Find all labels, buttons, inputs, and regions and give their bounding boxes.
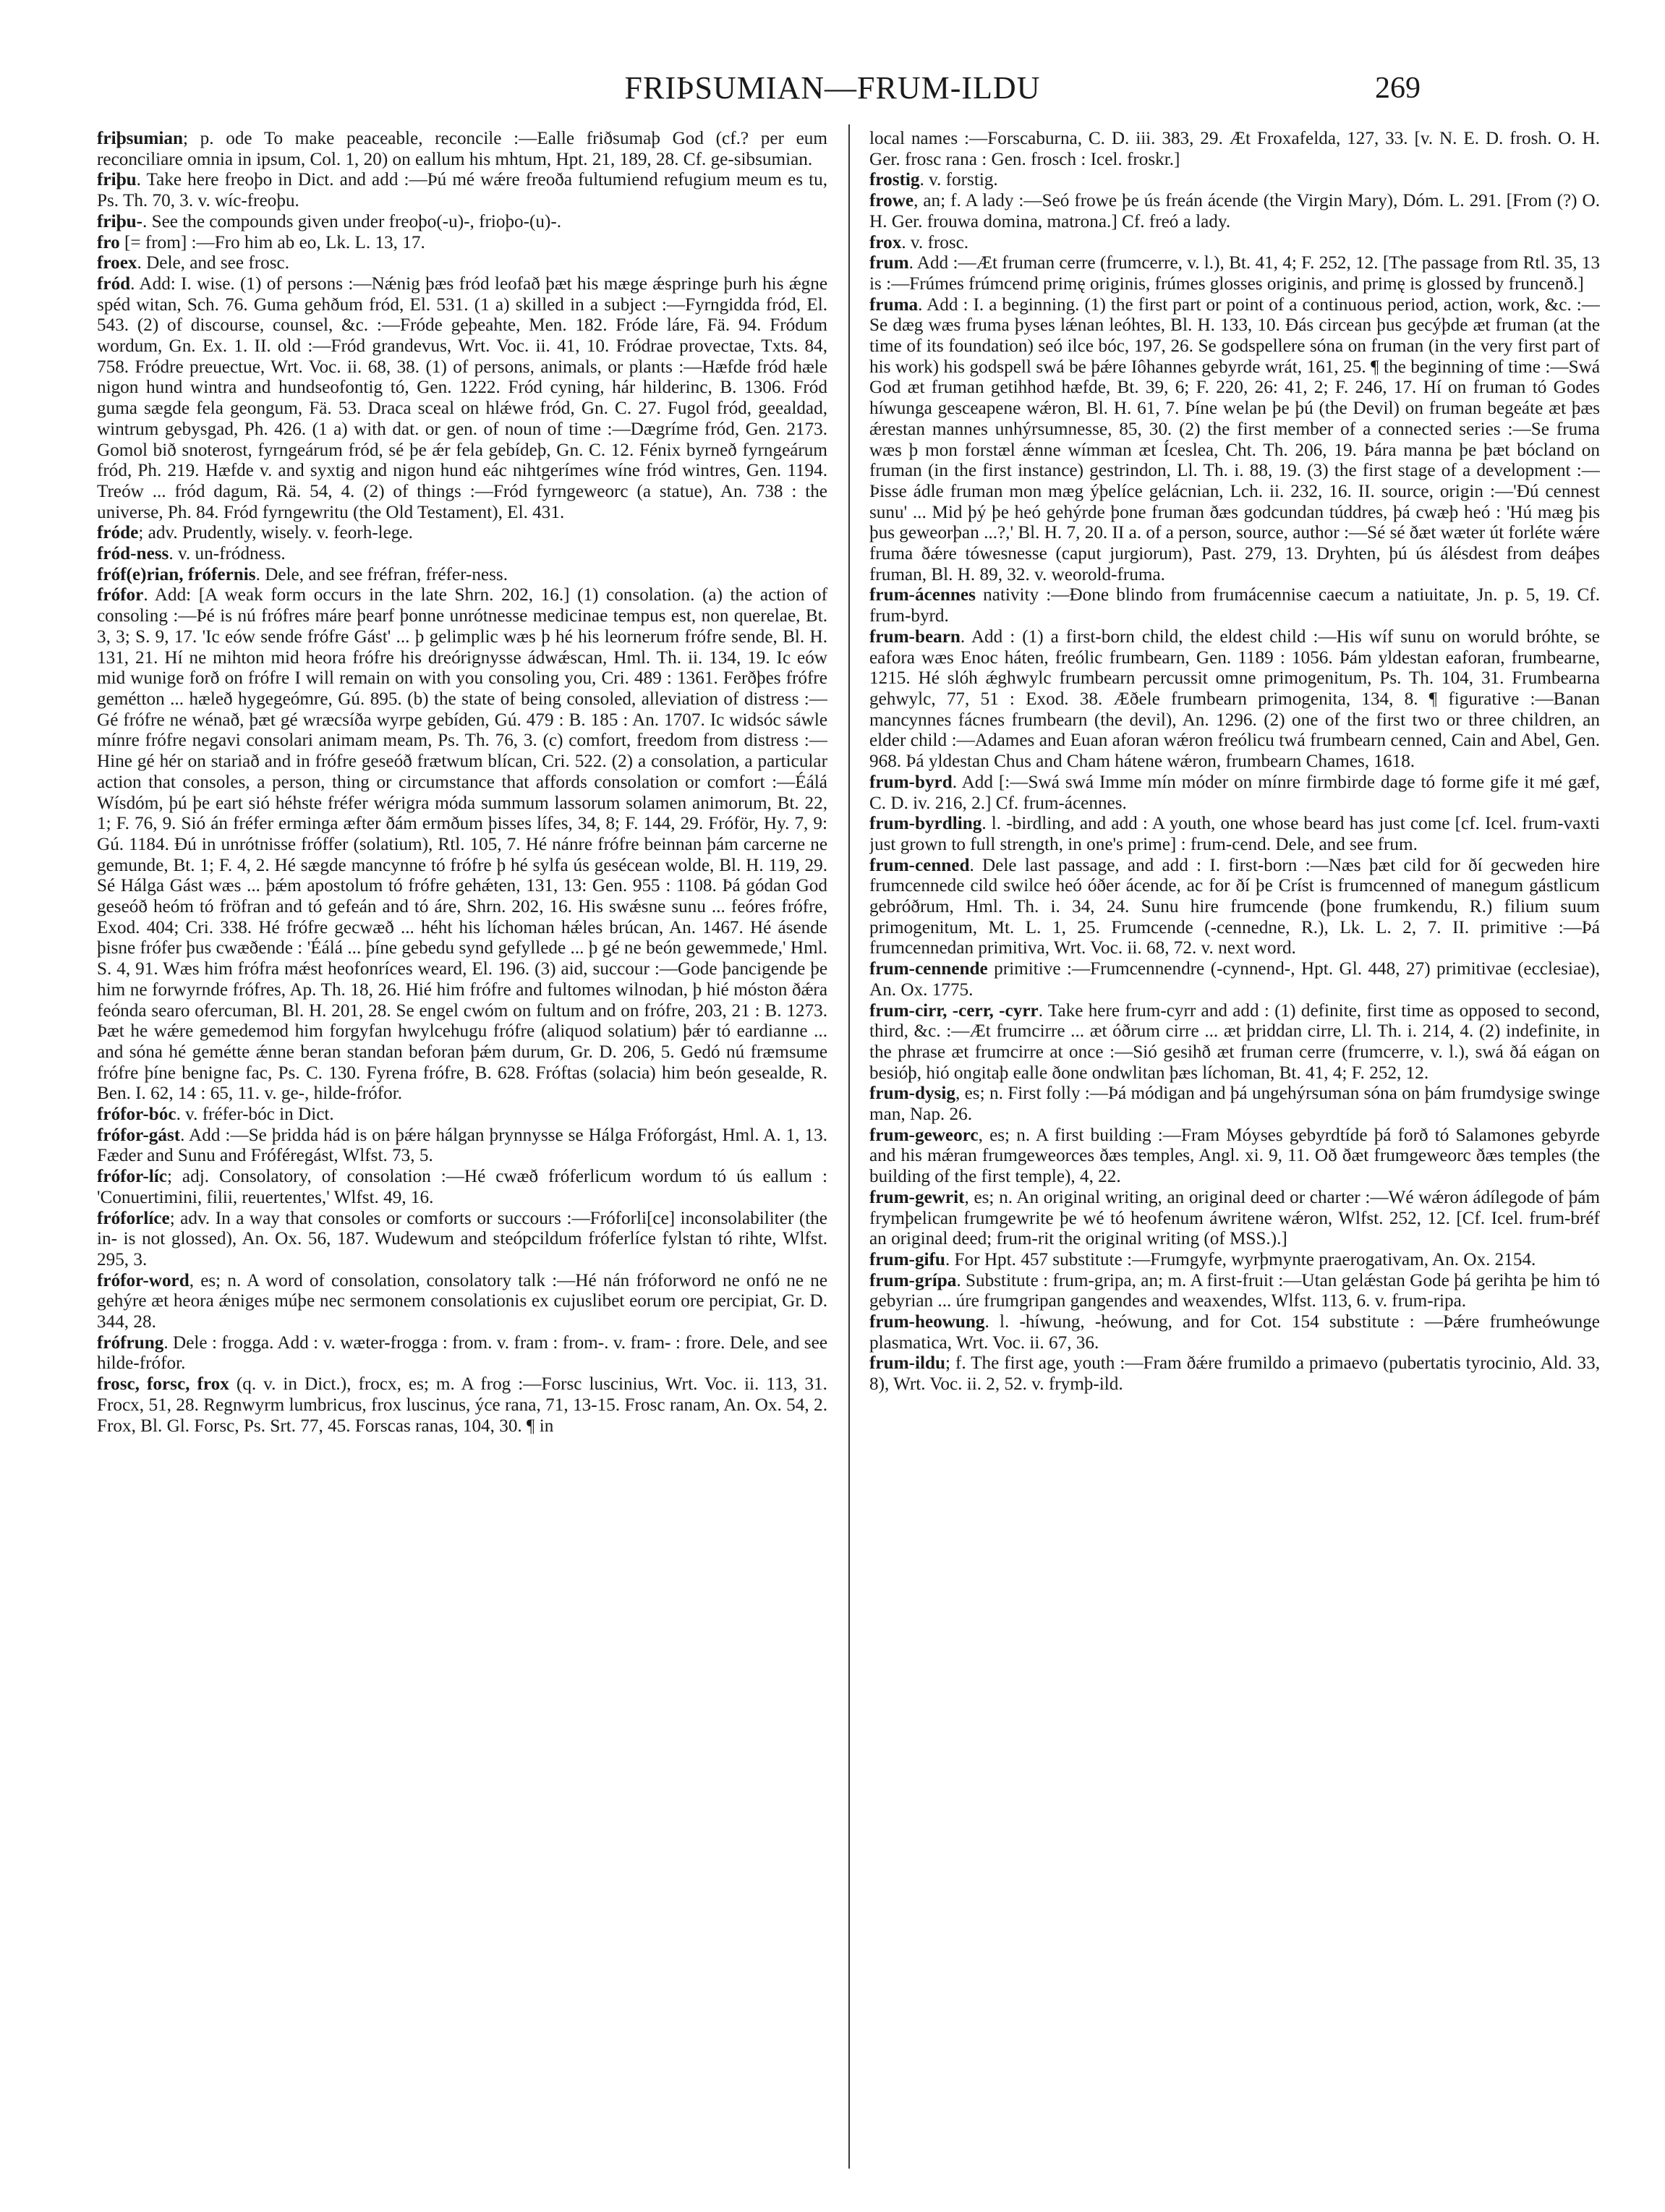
entry-text: . Add :—Se þridda hád is on þǽre hálgan þrynnysse se Hálga Fróforgást, Hml. A. 1, 13. Fæder and Sunu and Fróféregást, Wlfst. 73, 5. (97, 1125, 827, 1166)
entry-text: . l. -híwung, -heówung, and for Cot. 154 substitute : —Þǽre frumheówunge plasmatica, Wrt. Voc. ii. 67, 36. (869, 1312, 1600, 1353)
dictionary-entry (869, 959, 1600, 1000)
dictionary-entry (97, 253, 827, 274)
entry-headword: frum-cennende (869, 959, 988, 979)
entry-headword: friþsumian (97, 129, 183, 148)
entry-text: . See the compounds given under freoþo(-u)-, frioþo-(u)-. (142, 211, 562, 231)
entry-headword: frum-gewrit (869, 1187, 965, 1207)
entry-headword: frum (869, 253, 909, 273)
entry-headword: frófor-gást (97, 1125, 181, 1145)
dictionary-entry (869, 191, 1600, 232)
dictionary-entry (869, 1353, 1600, 1395)
page-number: 269 (1375, 72, 1421, 105)
entry-headword: frum-dysig (869, 1084, 955, 1104)
entry-text: ; p. ode To make peaceable, reconcile :—Ealle friðsumaþ God (cf.? per eum reconciliare omnia in ipsum, Col. 1, 20) on eallum his mhtum, Hpt. 21, 189, 28. Cf. ge-sibsumian. (97, 129, 827, 169)
entry-text: . Dele : frogga. Add : v. wæter-frogga : from. v. fram : from-. v. fram- : frore. Dele, and see hilde-frófor. (97, 1332, 827, 1374)
entry-text: . Take here freoþo in Dict. and add :—Þú mé wǽre freoða fultumiend refugium meum es tu, Ps. Th. 70, 3. v. wíc-freoþu. (97, 170, 827, 211)
dictionary-entry (869, 1312, 1600, 1353)
entry-headword: frum-gifu (869, 1249, 945, 1269)
dictionary-entry (97, 274, 827, 523)
entry-text: . v. fréfer-bóc in Dict. (176, 1105, 334, 1125)
dictionary-entry (97, 1333, 827, 1374)
left-column (97, 129, 827, 2169)
entry-headword: frowe (869, 191, 914, 211)
entry-headword: friþu (97, 170, 137, 190)
entry-headword: frófrung (97, 1332, 164, 1353)
entry-headword: frum-ácennes (869, 585, 976, 605)
entry-headword: fróf(e)rian, frófernis (97, 564, 256, 584)
dictionary-entry (869, 1001, 1600, 1084)
dictionary-entry (97, 1374, 827, 1437)
dictionary-entry (869, 253, 1600, 294)
entry-text: (q. v. in Dict.), frocx, es; m. A frog :—Forsc luscinius, Wrt. Voc. ii. 113, 31. Frocx, 51, 28. Regnwyrm lumbricus, frox luscinus, ýce rana, 71, 13-15. Frosc ranam, An. Ox. 54, 2. Frox, Bl. Gl. Forsc, Ps. Srt. 77, 45. Forscas ranas, 104, 30. ¶ in (97, 1374, 827, 1436)
entry-text: . Add : I. a beginning. (1) the first part or point of a continuous period, action, work, &c. :—Se dæg wæs fruma þyses lǽnan leóhtes, Bl. H. 133, 10. Ðás circean þus gecýþde æt fruman (at the time of its foundation) seó ilce bóc, 197, 26. Se godspellere sóna on fruman (in the very first part of his work) his godspell swá be þǽre Iôhannes gebyrde wrát, 161, 25. ¶ the beginning of time :—Swá God æt fruman getihhod hæfde, Bt. 39, 6; F. 220, 26: 41, 2; F. 246, 17. Hí on fruman tó Godes híwunga gesceapene wǽron, Bl. H. 61, 7. Þíne welan þe þú (the Devil) on fruman begeáte æt þæs ǽrestan mannes unhýrsumnesse, 85, 30. (2) the first member of a connected series :—Se fruma wæs þ mon forstæl ǽnne wímman æt Íceslea, Cht. Th. 206, 19. Þára manna þe þæt bócland on fruman (in the first instance) gestrindon, Ll. Th. i. 88, 19. (3) the first stage of a development :—Þisse ádle fruman mon mæg ýþelíce gelácnian, Lch. ii. 232, 16. II. source, origin :—'Ðú cennest sunu' ... Mid þý þe heó gehýrde þone fruman ðæs godcundan túddres, þá cwæþ heó : 'Hú mæg þis þus geweorþan ...?,' Bl. H. 7, 20. II a. of a person, source, author :—Sé sé ðæt wæter út forléte wǽre fruma ðǽre tówesnesse (caput jurgiorum), Past. 279, 13. Dryhten, þú ús álésdest from deáþes fruman, Bl. H. 89, 32. v. weorold-fruma. (869, 294, 1600, 584)
entry-headword: froex (97, 253, 137, 273)
entry-headword: frosc, forsc, frox (97, 1374, 229, 1395)
entry-text: . Add: [A weak form occurs in the late Shrn. 202, 16.] (1) consolation. (a) the action of consoling :—Þé is nú frófres máre þearf þonne unrótnesse medicinae tempus est, non querelae, Bt. 3, 3; S. 9, 17. 'Ic eów sende frófre Gást' ... þ gelimplic wæs þ hé his leornerum frófre sende, Bl. H. 131, 21. Hí ne mihton mid heora frófre his dreórignysse ádwǽscan, Hml. Th. ii. 134, 19. Ic eów mid wunige forð on frófre I will remain on with you consoling you, Cri. 489 : 1361. Ferðþes frófre gemétton ... hæleð hygegeómre, Gú. 895. (b) the state of being consoled, alleviation of distress :—Gé frófre ne wénað, þæt gé wræcsíða wyrpe gebíden, Gú. 479 : B. 185 : An. 1707. Ic widsóc sáwle mínre frófre negavi consolari animam meam, Ps. Th. 76, 3. (c) comfort, freedom from distress :—Hine gé hér on stariað and in frófre geseóð frætwum blícan, Cri. 522. (2) a consolation, a particular action that consoles, a person, thing or circumstance that affords consolation or comfort :—Éálá Wísdóm, þú þe eart sió héhste fréfer wérigra móda summum lassorum solamen animorum, Bt. 22, 1; F. 76, 9. Sió án fréfer erminga æfter ðám ermðum þisses lífes, 34, 8; F. 144, 29. Fróför, Hy. 7, 9: Gú. 1184. Ðú in unrótnisse fróffer (solatium), Rtl. 105, 7. Hé nánre frófre beinnan þám carcerne ne gemunde, Bt. 1; F. 4, 2. Hé sægde mancynne tó frófre þ hé sylfa ús gesécean wolde, Bl. H. 119, 29. Sé Hálga Gást wæs ... þǽm apostolum tó frófre gehǽten, 131, 13: Gen. 955 : 1108. Þá gódan God geseóð heóm tó fröfran and tó gefeán and tó áre, Shrn. 202, 16. His swǽsne sunu ... feóres frófre, Exod. 404; Cri. 338. Hé frófre gecwæð ... héht his líchoman hǽles brúcan, An. 1467. Hé ásende þisne frófer þus cwæðende : 'Éálá ... þíne gebedu synd gefyllede ... þ gé ne beón gewemmede,' Hml. S. 4, 91. Wæs him frófra mǽst heofonríces weard, El. 196. (3) aid, succour :—Gode þancigende þe him ne forwyrnde frófres, Ap. Th. 18, 26. Hié him frófre and fultomes wilnodan, þ hié móston ðǽra feónda searo ofercuman, Bl. H. 201, 28. Se engel cwóm on fultum and on frófre, 203, 21 : B. 1273. Þæt he wǽre gemedemod him forgyfan hwylcehugu frófre (aliquod solatium) þǽr tó eardianne ... and sóna hé gemétte ǽnne beran standan beforan þǽm durum, Gr. D. 206, 5. Gedó nú fræmsume frófre þíne benigne fac, Ps. C. 130. Fyrena frófre, B. 628. Fróftas (solacia) him beón gesealde, R. Ben. I. 62, 14 : 65, 11. v. ge-, hilde-frófor. (97, 585, 827, 1104)
entry-text: . v. forstig. (919, 170, 998, 190)
dictionary-entry (869, 170, 1600, 191)
entry-text: . For Hpt. 457 substitute :—Frumgyfe, wyrþmynte praerogativam, An. Ox. 2154. (945, 1249, 1536, 1269)
entry-text: ; adv. Prudently, wisely. v. feorh-lege. (138, 523, 413, 543)
entry-text: ; adj. Consolatory, of consolation :—Hé cwæð fróferlicum wordum tó ús eallum : 'Conuertimini, filii, reuertentes,' Wlfst. 49, 16. (97, 1167, 827, 1207)
dictionary-entry (869, 627, 1600, 773)
entry-text: . Add [:—Swá swá Imme mín móder on mínre firmbirde dage tó forme gife it mé gæf, C. D. iv. 216, 2.] Cf. frum-ácennes. (869, 772, 1600, 813)
entry-text: , es; n. First folly :—Þá módigan and þá ungehýrsuman sóna on þám frumdysige swinge man, Nap. 26. (869, 1084, 1600, 1125)
entry-headword: fród (97, 273, 131, 294)
entry-headword: frófor-líc (97, 1167, 167, 1187)
entry-text: , es; n. A word of consolation, consolatory talk :—Hé nán fróforword ne onfó ne ne gehýre æt heora ǽniges múþe nec sermonem consolationis ex cujuslibet eorum ore percipiat, Gr. D. 344, 28. (97, 1270, 827, 1332)
entry-text: . v. frosc. (901, 232, 969, 252)
entry-headword: frófor-word (97, 1270, 190, 1290)
dictionary-entry (97, 1126, 827, 1167)
dictionary-entry (97, 1209, 827, 1271)
dictionary-entry (869, 856, 1600, 960)
dictionary-entry (869, 1188, 1600, 1250)
dictionary-entry (869, 1271, 1600, 1312)
entry-text: . Dele, and see fréfran, fréfer-ness. (255, 564, 508, 584)
dictionary-entry (97, 1271, 827, 1333)
dictionary-entry (97, 129, 827, 170)
dictionary-entry (869, 1126, 1600, 1188)
entry-text: ; f. The first age, youth :—Fram ðǽre frumildo a primaevo (pubertatis tyrocinio, Ald. 33, 8), Wrt. Voc. ii. 2, 52. v. frymþ-ild. (869, 1353, 1600, 1395)
entry-text: . Dele, and see frosc. (137, 253, 289, 273)
dictionary-entry (869, 773, 1600, 814)
entry-text: . Add : (1) a first-born child, the eldest child :—His wíf sunu on woruld bróhte, se eafora wæs Enoc háten, freólic frumbearn, Gen. 1189 : 1056. Þám yldestan eaforan, frumbearne, 1215. Hé slóh ǽghwylc frumbearn percussit omne primogenitum, Ps. Th. 104, 31. Frumbearna gehwylc, 77, 51 : Exod. 38. Æðele frumbearn primogenita, 134, 8. ¶ figurative :—Banan mancynnes fácnes frumbearn (the devil), An. 1296. (2) one of the first two or three children, an elder child :—Adames and Euan aforan wǽron freólicu twá frumbearn cenned, Cain and Abel, Gen. 968. Þá yldestan Chus and Cham hátene wǽron, frumbearn Chames, 1618. (869, 626, 1600, 772)
entry-headword: fróde (97, 523, 139, 543)
entry-text: . v. un-fródness. (169, 544, 286, 564)
entry-headword: frófor-bóc (97, 1105, 176, 1125)
entry-headword: frum-ildu (869, 1353, 945, 1374)
entry-headword: frum-geweorc (869, 1125, 979, 1145)
dictionary-entry (97, 212, 827, 233)
entry-headword: frum-cenned (869, 855, 970, 875)
entry-text: , es; n. A first building :—Fram Móyses gebyrdtíde þá forð tó Salamones gebyrde and his mǽran frumgeweorces ðæs temples, Angl. xi. 9, 11. Oð ðæt frumgeweorc ðæs temples (the building of the first temple), 4, 22. (869, 1125, 1600, 1187)
dictionary-entry (869, 233, 1600, 254)
dictionary-entry (97, 1167, 827, 1208)
entry-headword: fro (97, 232, 120, 252)
page-title: FRIÞSUMIAN—FRUM-ILDU (624, 70, 1041, 106)
entry-text: . Add :—Æt fruman cerre (frumcerre, v. l.), Bt. 41, 4; F. 252, 12. [The passage from Rtl. 35, 13 is :—Frúmes frúmcend primę originis, frúmes glosses originis, and primę is glossed by fruncenð.] (869, 253, 1600, 294)
entry-headword: frostig (869, 170, 920, 190)
entry-text: nativity :—Ðone blindo from frumácennise caecum a natiuitate, Jn. p. 5, 19. Cf. frum-byrd. (869, 585, 1600, 626)
entry-text: [= from] :—Fro him ab eo, Lk. L. 13, 17. (119, 232, 425, 252)
entry-text: primitive :—Frumcennendre (-cynnend-, Hpt. Gl. 448, 27) primitivae (ecclesiae), An. Ox. 1775. (869, 959, 1600, 1000)
entry-text: . Take here frum-cyrr and add : (1) definite, first time as opposed to second, third, &c. :—Æt frumcirre ... æt óðrum cirre ... æt þriddan cirre, Ll. Th. i. 214, 4. (2) indefinite, in the phrase æt frumcirre at once :—Sió gesihð æt fruman cerre (frumcerre, v. l.), swá ðá eágan on besióþ, hió ongitaþ ealle ðone ondwlitan þæs líchoman, Bt. 41, 4; F. 252, 12. (869, 1000, 1600, 1083)
entry-text: . Substitute : frum-gripa, an; m. A first-fruit :—Utan gelǽstan Gode þá gerihta þe him tó gebyrian ... úre frumgripan gangendes and weaxendes, Wlfst. 113, 6. v. frum-ripa. (869, 1270, 1600, 1311)
entry-text: . l. -birdling, and add : A youth, one whose beard has just come [cf. Icel. frum-vaxti just grown to full strength, in one's prime] : frum-cend. Dele, and see frum. (869, 814, 1600, 854)
entry-headword: frum-heowung (869, 1312, 985, 1332)
entry-text: , es; n. An original writing, an original deed or charter :—Wé wǽron ádílegode of þám frymþelican frumgewrite þe wé tó heofenum áwritene wǽron, Wlfst. 252, 12. [Cf. Icel. frum-bréf an original deed; frum-rit the original writing (of MSS.).] (869, 1187, 1600, 1249)
entry-text: , an; f. A lady :—Seó frowe þe ús freán ácende (the Virgin Mary), Dóm. L. 291. [From (?) O. H. Ger. frouwa domina, matrona.] Cf. freó a lady. (869, 191, 1600, 231)
dictionary-entry (97, 544, 827, 565)
dictionary-entry (97, 565, 827, 586)
running-head (0, 69, 1665, 113)
entry-headword: frum-grípa (869, 1270, 957, 1290)
entry-headword: fruma (869, 294, 919, 315)
dictionary-entry (869, 585, 1600, 626)
entry-headword: fród-ness (97, 544, 169, 564)
entry-text: . Add: I. wise. (1) of persons :—Nǽnig þæs fród leofað þæt his mæge ǽspringe þurh his ǽgne spéd witan, Sch. 76. Guma gehðum fród, El. 531. (1 a) skilled in a subject :—Fyrngidda fród, El. 543. (2) of discourse, counsel, &c. :—Fróde geþeahte, Men. 182. Fróde láre, Fä. 94. Fródum wordum, Gn. Ex. 1. II. old :—Fród grandevus, Wrt. Voc. ii. 41, 10. Fródrae provectae, Txts. 84, 758. Fródre preuectue, Wrt. Voc. ii. 68, 38. (1) of persons, animals, or plants :—Hæfde fród hæle nigon hund wintra and hundseofontig tó, Gen. 1222. Fród cyning, hár hilderinc, B. 1306. Fród guma sægde fela geongum, Fä. 53. Draca sceal on hlǽwe fród, Gn. C. 27. Fugol fród, geealdad, wintrum gebysgad, Ph. 426. (1 a) with dat. or gen. of noun of time :—Dægríme fród, Gen. 2173. Gomol bið snoterost, fyrngeárum fród, sé þe ǽr fela gebídeþ, Gn. C. 12. Fénix byrneð fyrngeárum fród, Ph. 219. Hæfde v. and syxtig and nigon hund eác nihtgerímes wíne fród wintres, Gen. 1194. Treów ... fród dagum, Rä. 54, 4. (2) of things :—Fród fyrngeweorc (a statue), An. 738 : the universe, Ph. 84. Fród fyrngewritu (the Old Testament), El. 431. (97, 273, 827, 522)
entry-headword: frox (869, 232, 902, 252)
entry-headword: frum-byrd (869, 772, 953, 792)
entry-headword: frófor (97, 585, 144, 605)
entry-text: local names :—Forscaburna, C. D. iii. 383, 29. Æt Froxafelda, 127, 33. [v. N. E. D. frosh. O. H. Ger. frosc rana : Gen. frosch : Icel. froskr.] (869, 129, 1600, 169)
entry-text: . Dele last passage, and add : I. first-born :—Næs þæt cild for ðí gecweden hire frumcennede cild swilce heó óðer ácende, ac for ðí þe Críst is frumcenned of manegum gástlicum gebróðrum, Hml. Th. i. 34, 24. Sunu hire frumcende (þone frumkendu, R.) filium suum primogenitum, Mt. L. 1, 25. Frumcende (-cennedne, R.), Lk. L. 2, 7. II. primitive :—Þá frumcennedan primitiva, Wrt. Voc. ii. 68, 72. v. next word. (869, 855, 1600, 958)
entry-headword: frum-bearn (869, 626, 961, 647)
entry-headword: fróforlíce (97, 1208, 170, 1228)
entry-headword: frum-byrdling (869, 814, 982, 834)
dictionary-entry (869, 814, 1600, 855)
dictionary-entry (97, 523, 827, 544)
dictionary-entry (97, 170, 827, 211)
dictionary-entry (97, 1105, 827, 1126)
dictionary-entry (869, 1084, 1600, 1125)
entry-text: ; adv. In a way that consoles or comforts or succours :—Fróforli[ce] inconsolabiliter (the in- is not glossed), An. Ox. 56, 187. Wudewum and steópcildum fróferlíce fylstan tó rihte, Wlfst. 295, 3. (97, 1208, 827, 1269)
column-divider (848, 124, 850, 2169)
dictionary-entry (97, 233, 827, 254)
dictionary-entry (869, 1250, 1600, 1271)
entry-headword: friþu- (97, 211, 142, 231)
dictionary-entry (869, 129, 1600, 170)
dictionary-entry (869, 295, 1600, 586)
right-column (869, 129, 1600, 2169)
dictionary-entry (97, 585, 827, 1105)
entry-headword: frum-cirr, -cerr, -cyrr (869, 1000, 1039, 1021)
